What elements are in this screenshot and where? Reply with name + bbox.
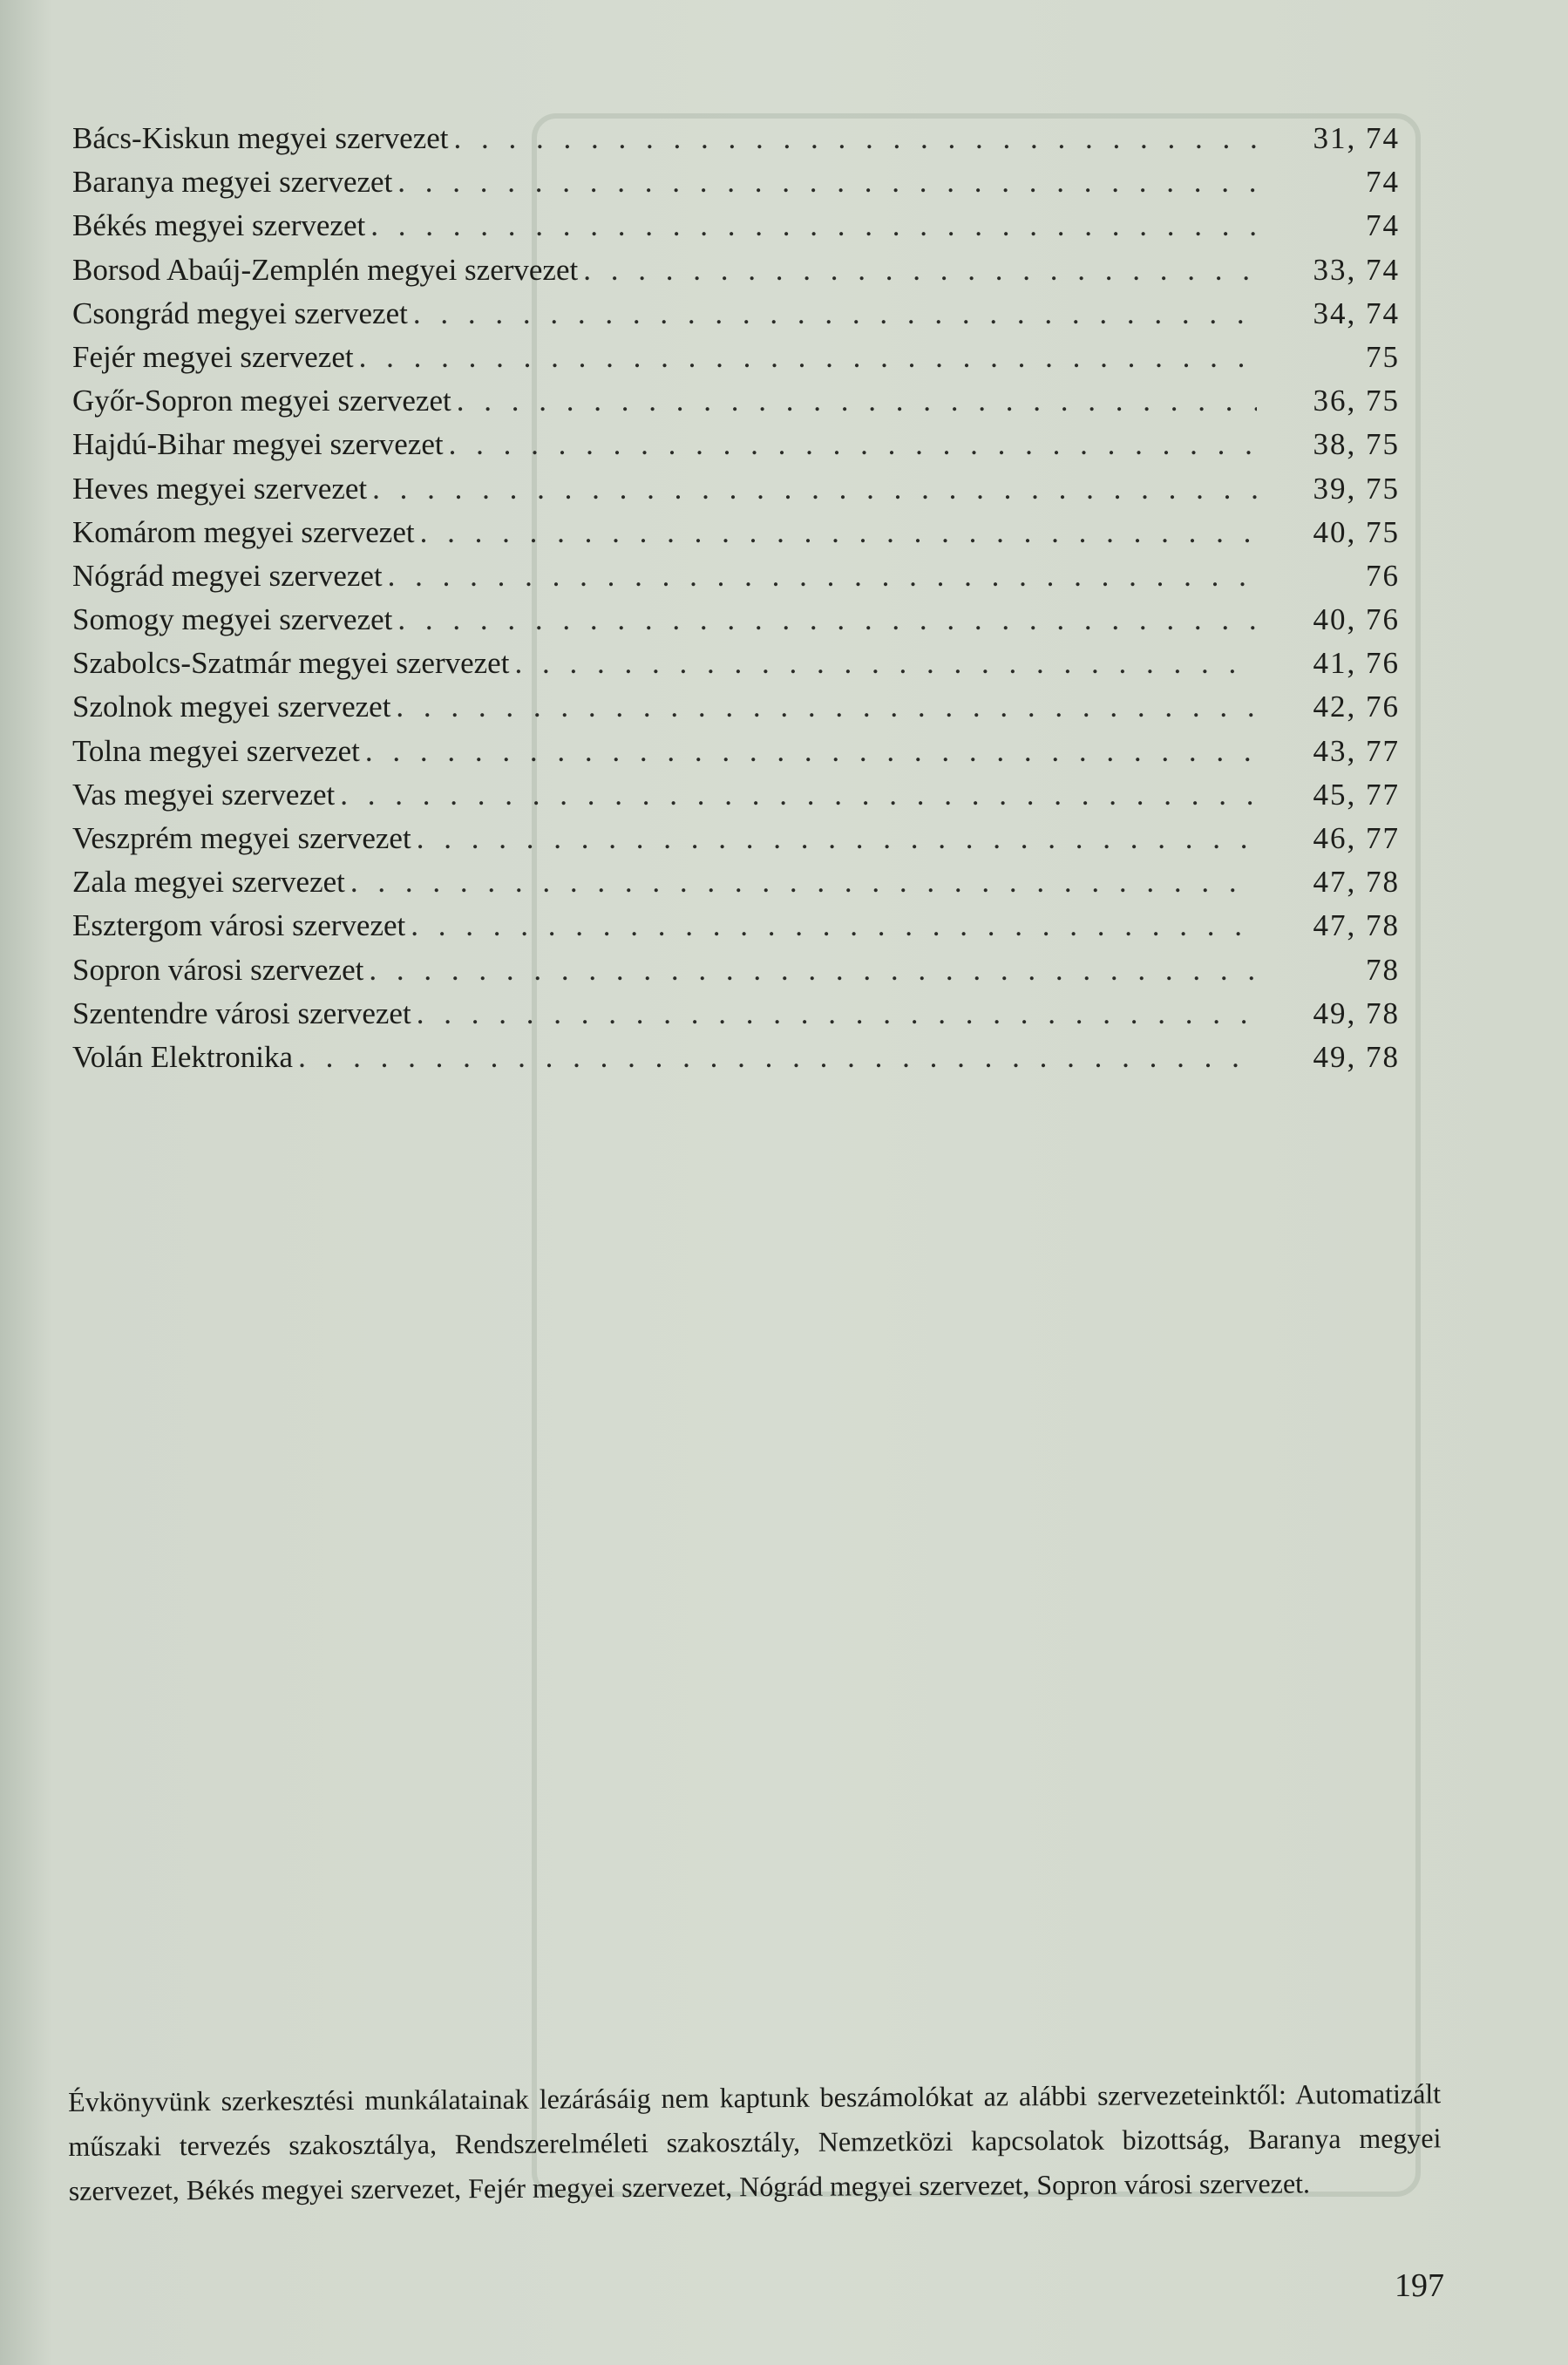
dot-leader [417,817,1257,860]
dot-leader [340,773,1257,817]
index-row-name: Békés megyei szervezet [72,208,366,243]
index-row [72,860,1410,904]
index-row-name: Szolnok megyei szervezet [72,690,391,724]
index-row [72,904,1410,948]
index-row [72,160,1410,204]
dot-leader [396,685,1257,729]
index-row-name: Nógrád megyei szervezet [72,558,383,593]
organization-index [72,117,1410,1079]
dot-leader [397,598,1257,642]
index-row-pages: 74 [1366,208,1400,243]
index-row-pages: 46, 77 [1313,821,1400,855]
index-row-pages: 40, 75 [1313,514,1400,549]
dot-leader [454,117,1257,160]
dot-leader [365,730,1257,773]
index-row-name: Szentendre városi szervezet [72,996,411,1030]
index-row [72,773,1410,817]
index-row-name: Baranya megyei szervezet [72,165,393,200]
index-row-pages: 38, 75 [1313,427,1400,462]
index-row-name: Győr-Sopron megyei szervezet [72,384,451,418]
dot-leader [420,511,1257,554]
index-row-pages: 34, 74 [1313,296,1400,330]
index-row-name: Csongrád megyei szervezet [72,296,408,330]
index-row-name: Borsod Abaúj-Zemplén megyei szervezet [72,252,579,287]
dot-leader [457,379,1257,423]
missing-reports-note: Évkönyvünk szerkesztési munkálatainak lezárásáig nem kaptunk beszámolókat az alábbi szervezeteinktől: Automatizált műszaki tervezés szakosztálya, Rendszerelméleti szakosztály, Nemzetközi kapcsolatok bizottság, Baranya megyei szervezet, Békés megyei szervezet, Fejér megyei szervezet, Nógrád megyei szervezet, Sopron városi szervezet. [68,2077,1442,2206]
index-row-name: Komárom megyei szervezet [72,514,415,549]
dot-leader [369,948,1257,992]
index-row-name: Heves megyei szervezet [72,471,368,506]
index-row-pages: 41, 76 [1313,646,1400,681]
dot-leader [583,248,1257,292]
index-row [72,248,1410,292]
dot-leader [298,1036,1257,1079]
index-row [72,117,1410,160]
index-row-pages: 49, 78 [1313,996,1400,1030]
index-row-pages: 75 [1366,339,1400,374]
index-row-name: Zala megyei szervezet [72,865,345,900]
index-row-name: Volán Elektronika [72,1039,294,1074]
index-row [72,204,1410,248]
index-row-name: Esztergom városi szervezet [72,908,406,943]
index-row-name: Bács-Kiskun megyei szervezet [72,121,449,155]
index-row-pages: 76 [1366,558,1400,593]
page-number: 197 [1395,2267,1444,2304]
index-row-name: Hajdú-Bihar megyei szervezet [72,427,444,462]
index-row-name: Somogy megyei szervezet [72,602,393,637]
dot-leader [370,204,1257,248]
index-row [72,1036,1410,1079]
index-row-name: Tolna megyei szervezet [72,733,360,768]
index-row-name: Sopron városi szervezet [72,952,364,987]
index-row-pages: 45, 77 [1313,777,1400,812]
dot-leader [359,336,1257,379]
dot-leader [514,642,1257,685]
dot-leader [388,554,1257,598]
dot-leader [397,160,1257,204]
index-row-pages: 49, 78 [1313,1039,1400,1074]
dot-leader [372,467,1257,511]
index-row [72,554,1410,598]
index-row-pages: 36, 75 [1313,384,1400,418]
index-row-pages: 40, 76 [1313,602,1400,637]
index-row-pages: 47, 78 [1313,865,1400,900]
dot-leader [411,904,1257,948]
index-row [72,467,1410,511]
index-row-pages: 33, 74 [1313,252,1400,287]
index-row [72,817,1410,860]
dot-leader [350,860,1257,904]
index-row-pages: 78 [1366,952,1400,987]
dot-leader [417,992,1257,1036]
index-row [72,511,1410,554]
index-row [72,292,1410,336]
index-row [72,598,1410,642]
index-row [72,992,1410,1036]
index-row-pages: 74 [1366,165,1400,200]
dot-leader [413,292,1257,336]
index-row-name: Vas megyei szervezet [72,777,336,812]
index-row-pages: 43, 77 [1313,733,1400,768]
index-row [72,642,1410,685]
index-row-pages: 47, 78 [1313,908,1400,943]
index-row-pages: 31, 74 [1313,121,1400,155]
index-row [72,336,1410,379]
dot-leader [449,423,1257,466]
index-row [72,379,1410,423]
index-row-pages: 42, 76 [1313,690,1400,724]
index-row [72,948,1410,992]
index-row-pages: 39, 75 [1313,471,1400,506]
index-row-name: Veszprém megyei szervezet [72,821,411,855]
index-row-name: Fejér megyei szervezet [72,339,354,374]
index-row-name: Szabolcs-Szatmár megyei szervezet [72,646,510,681]
index-row [72,685,1410,729]
index-row [72,423,1410,466]
index-row [72,730,1410,773]
